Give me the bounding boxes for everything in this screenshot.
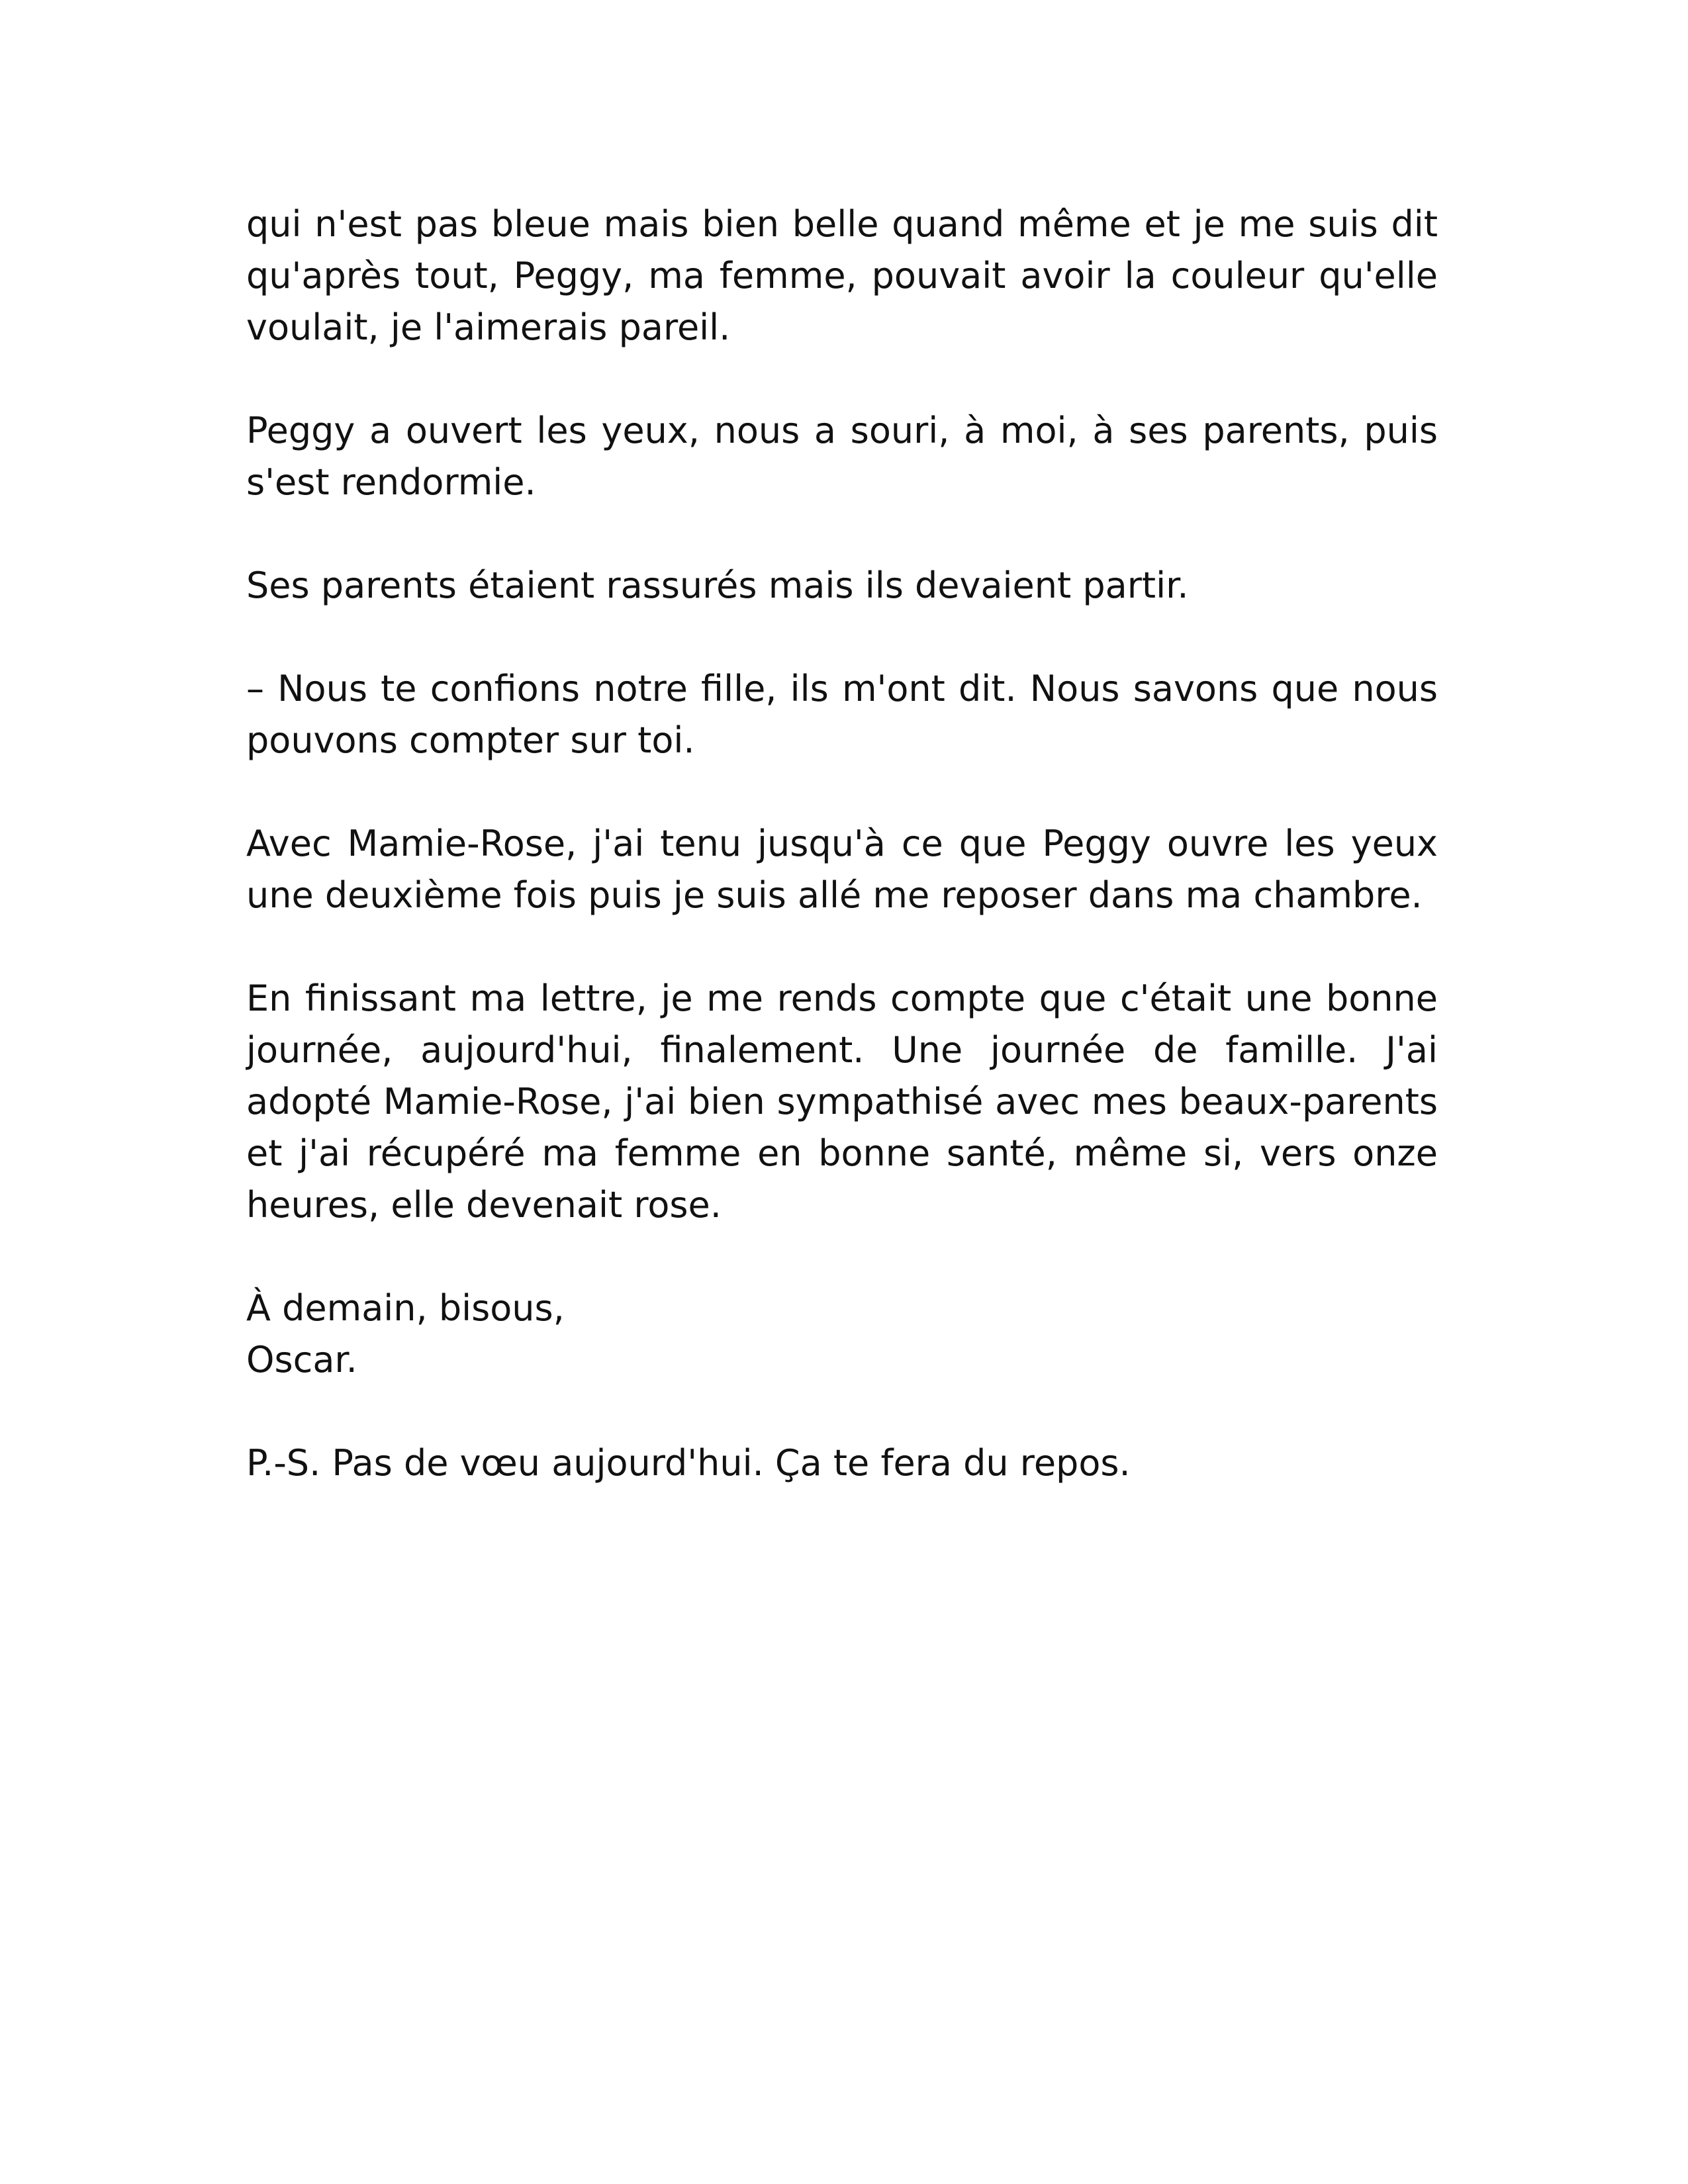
closing-block bbox=[246, 1283, 1438, 1386]
letter-body bbox=[246, 199, 1438, 1541]
paragraph-3: Ses parents étaient rassurés mais ils devaient partir. bbox=[246, 565, 1189, 606]
signature: Oscar. bbox=[246, 1339, 357, 1381]
paragraph-5: Avec Mamie-Rose, j'ai tenu jusqu'à ce que Peggy ouvre les yeux une deuxième fois puis je suis allé me reposer dans ma chambre. bbox=[246, 823, 1438, 916]
paragraph-2: Peggy a ouvert les yeux, nous a souri, à moi, à ses parents, puis s'est rendormie. bbox=[246, 410, 1438, 503]
dialogue-paragraph: – Nous te confions notre fille, ils m'ont dit. Nous savons que nous pouvons compter sur toi. bbox=[246, 668, 1438, 761]
paragraph-6: En finissant ma lettre, je me rends compte que c'était une bonne journée, aujourd'hui, finalement. Une journée de famille. J'ai adopté Mamie-Rose, j'ai bien sympathisé avec mes beaux-parents et j'ai récupéré ma femme en bonne santé, même si, vers onze heures, elle devenait rose. bbox=[246, 978, 1438, 1226]
postscript: P.-S. Pas de vœu aujourd'hui. Ça te fera du repos. bbox=[246, 1442, 1131, 1484]
closing-line: À demain, bisous, bbox=[246, 1287, 565, 1329]
paragraph-1: qui n'est pas bleue mais bien belle quand même et je me suis dit qu'après tout, Peggy, ma femme, pouvait avoir la couleur qu'elle voulait, je l'aimerais pareil. bbox=[246, 203, 1438, 348]
